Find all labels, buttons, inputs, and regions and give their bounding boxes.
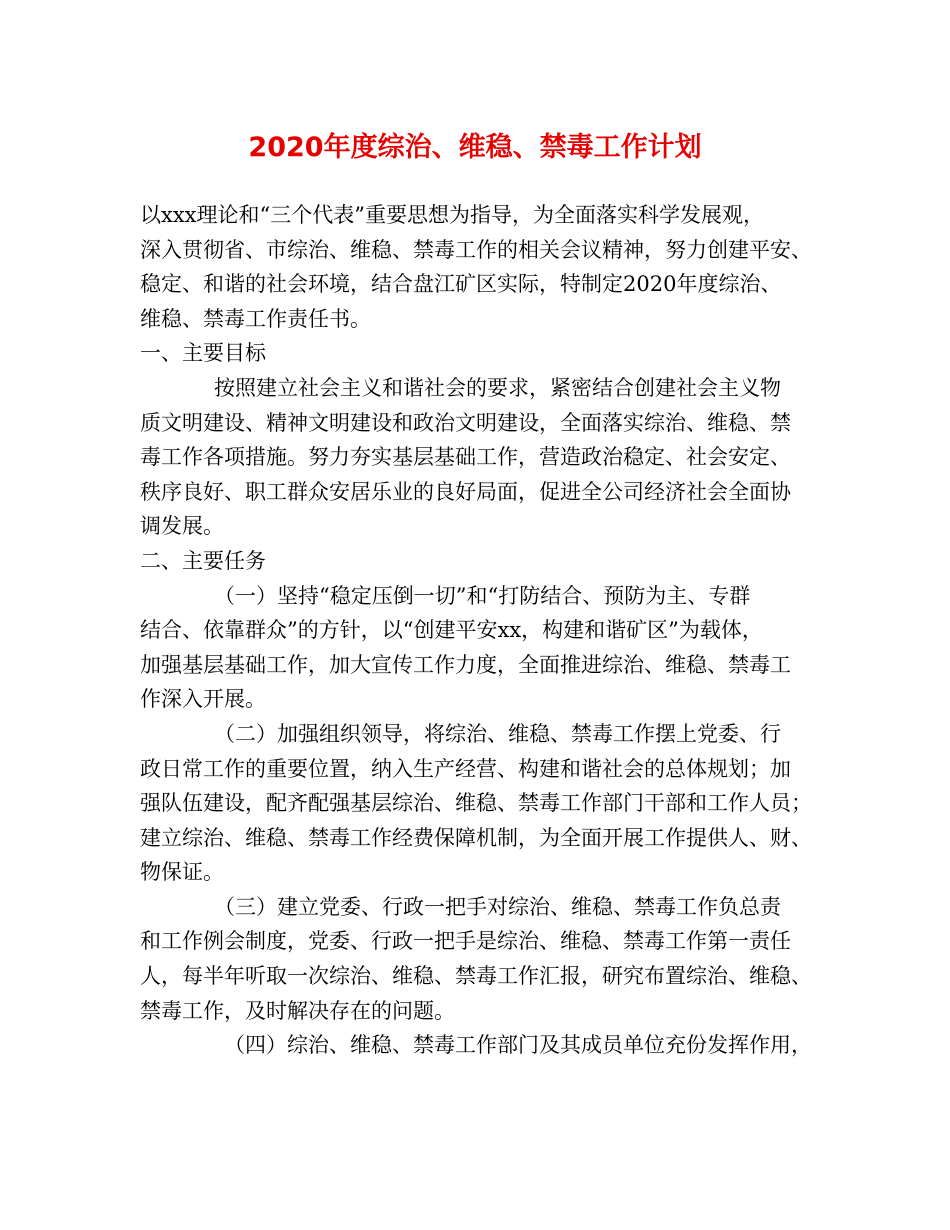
body-line: 物保证。 [140, 860, 224, 885]
body-line: （二）加强组织领导，将综治、维稳、禁毒工作摆上党委、行 [214, 721, 781, 746]
body-line: （一）坚持“稳定压倒一切”和“打防结合、预防为主、专群 [214, 583, 751, 608]
body-line: 建立综治、维稳、禁毒工作经费保障机制，为全面开展工作提供人、财、 [140, 825, 812, 850]
body-line: 禁毒工作，及时解决存在的问题。 [140, 998, 455, 1023]
body-line: 作深入开展。 [140, 687, 266, 712]
body-line: 维稳、禁毒工作责任书。 [140, 306, 371, 331]
body-line: 稳定、和谐的社会环境，结合盘江矿区实际，特制定2020年度综治、 [140, 272, 782, 297]
body-line: 深入贯彻省、市综治、维稳、禁毒工作的相关会议精神，努力创建平安、 [140, 237, 812, 262]
body-line: 人，每半年听取一次综治、维稳、禁毒工作汇报，研究布置综治、维稳、 [140, 964, 812, 989]
body-line: 秩序良好、职工群众安居乐业的良好局面，促进全公司经济社会全面协 [140, 479, 791, 504]
section-heading: 一、主要目标 [140, 341, 266, 366]
body-line: 政日常工作的重要位置，纳入生产经营、构建和谐社会的总体规划；加 [140, 756, 791, 781]
body-line: 调发展。 [140, 514, 224, 539]
body-line: （三）建立党委、行政一把手对综治、维稳、禁毒工作负总责 [214, 894, 781, 919]
body-line: 结合、依靠群众”的方针，以“创建平安xx，构建和谐矿区”为载体， [140, 618, 763, 643]
body-line: 以xxx理论和“三个代表”重要思想为指导，为全面落实科学发展观， [140, 203, 764, 227]
body-line: 质文明建设、精神文明建设和政治文明建设，全面落实综治、维稳、禁 [140, 410, 791, 435]
body-line: 和工作例会制度，党委、行政一把手是综治、维稳、禁毒工作第一责任 [140, 929, 791, 954]
body-line: 强队伍建设，配齐配强基层综治、维稳、禁毒工作部门干部和工作人员； [140, 791, 812, 816]
section-heading: 二、主要任务 [140, 548, 266, 573]
document-title: 2020年度综治、维稳、禁毒工作计划 [248, 132, 702, 163]
document-body [140, 198, 830, 1063]
body-line: 加强基层基础工作，加大宣传工作力度，全面推进综治、维稳、禁毒工 [140, 652, 791, 677]
body-line: 按照建立社会主义和谐社会的要求，紧密结合创建社会主义物 [214, 375, 781, 400]
body-line: 毒工作各项措施。努力夯实基层基础工作，营造政治稳定、社会安定、 [140, 445, 791, 470]
body-line: （四）综治、维稳、禁毒工作部门及其成员单位充份发挥作用， [224, 1033, 812, 1058]
